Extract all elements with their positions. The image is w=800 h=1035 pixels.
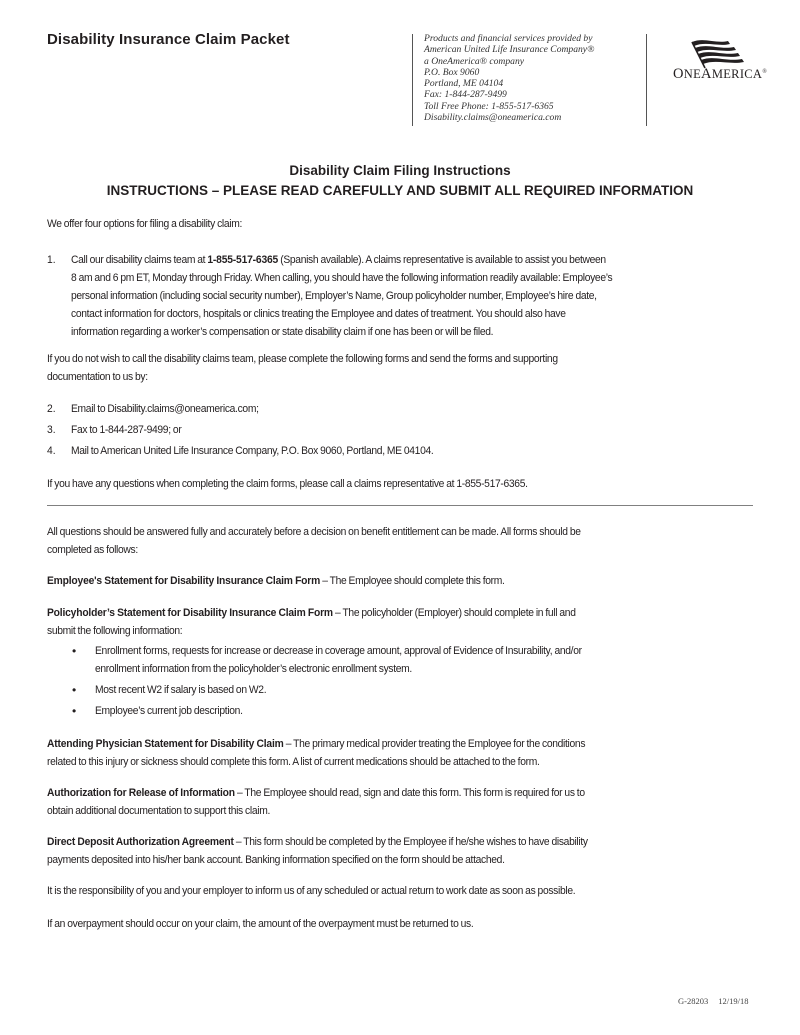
option-number: 3. <box>47 424 56 436</box>
instructions-banner: INSTRUCTIONS – PLEASE READ CAREFULLY AND SUBMIT ALL REQUIRED INFORMATION <box>106 183 694 198</box>
header-divider-right <box>646 34 647 126</box>
bullet-item-w2: Most recent W2 if salary is based on W2. <box>95 684 267 696</box>
option-number: 4. <box>47 445 56 457</box>
address-line: a OneAmerica® company <box>424 55 524 67</box>
authorization-release-form-item: Authorization for Release of Information – The Employee should read, sign and date this form. This form is required for us to obtain additional documentation to support this claim. <box>47 787 585 817</box>
form-title: Attending Physician Statement for Disability Claim <box>47 738 284 750</box>
option-1-line: personal information (including social security number), Employer’s Name, Group policyholder number, Employee’s hire date, <box>71 290 597 302</box>
option-1-line: 8 am and 6 pm ET, Monday through Friday. When calling, you should have the following information readily available: Employee’s <box>71 272 613 284</box>
return-to-work-paragraph: It is the responsibility of you and your employer to inform us of any scheduled or actual return to work date as soon as possible. <box>47 885 576 897</box>
option-1-line: Call our disability claims team at 1-855-517-6365 (Spanish available). A claims representative is available to assist you between <box>71 254 606 266</box>
overpayment-paragraph: If an overpayment should occur on your claim, the amount of the overpayment must be returned to us. <box>47 918 474 930</box>
email-line: Disability.claims@oneamerica.com <box>424 112 562 124</box>
company-address-block <box>424 33 594 123</box>
packet-title: Disability Insurance Claim Packet <box>47 31 290 48</box>
oneamerica-logo <box>672 38 777 88</box>
address-line: American United Life Insurance Company® <box>424 44 595 56</box>
option-email: Email to Disability.claims@oneamerica.com; <box>71 403 259 415</box>
bullet-icon: • <box>72 644 77 658</box>
option-1-call <box>71 251 612 341</box>
option-1-line: contact information for doctors, hospitals or clinics treating the Employee and dates of treatment. You should also have <box>71 308 566 320</box>
direct-deposit-form-item: Direct Deposit Authorization Agreement – This form should be completed by the Employee if he/she wishes to have disability payments deposited into his/her bank account. Banking information specified on the form should be attached. <box>47 836 588 866</box>
form-title: Employee's Statement for Disability Insurance Claim Form <box>47 575 321 587</box>
option-mail: Mail to American United Life Insurance Company, P.O. Box 9060, Portland, ME 04104. <box>71 445 434 457</box>
form-title: Authorization for Release of Information <box>47 787 235 799</box>
no-call-paragraph: If you do not wish to call the disability claims team, please complete the following forms and send the forms and supporting documentation to us by: <box>47 353 558 383</box>
fax-line: Fax: 1-844-287-9499 <box>424 89 507 101</box>
phone-line: Toll Free Phone: 1-855-517-6365 <box>424 100 554 112</box>
address-line: P.O. Box 9060 <box>424 66 480 78</box>
form-code-footer <box>678 996 748 1006</box>
questions-paragraph: If you have any questions when completing the claim forms, please call a claims representative at 1-855-517-6365. <box>47 478 528 490</box>
bullet-item-enrollment: Enrollment forms, requests for increase or decrease in coverage amount, approval of Evidence of Insurability, and/or enrollment information from the policyholder’s electronic enrollment system. <box>95 645 582 675</box>
form-code: G-28203 <box>678 996 709 1006</box>
all-questions-paragraph: All questions should be answered fully and accurately before a decision on benefit entitlement can be made. All forms should be completed as follows: <box>47 526 581 556</box>
form-date: 12/19/18 <box>718 996 749 1006</box>
policyholder-statement-form-item: Policyholder’s Statement for Disability Insurance Claim Form – The policyholder (Employer) should complete in full and submit the following information: <box>47 607 576 637</box>
logo-wordmark: ONEAMERICA® <box>673 66 768 82</box>
claims-phone-number: 1-855-517-6365 <box>207 254 279 266</box>
section-divider <box>47 505 753 506</box>
physician-statement-form-item: Attending Physician Statement for Disability Claim – The primary medical provider treating the Employee for the conditions related to this injury or sickness should complete this form. A list of current medications should be attached to the form. <box>47 738 586 768</box>
bullet-icon: • <box>72 683 77 697</box>
bullet-item-job-description: Employee’s current job description. <box>95 705 243 717</box>
option-number: 2. <box>47 403 56 415</box>
option-fax: Fax to 1-844-287-9499; or <box>71 424 182 436</box>
bullet-icon: • <box>72 704 77 718</box>
form-title: Policyholder’s Statement for Disability Insurance Claim Form <box>47 607 333 619</box>
option-number: 1. <box>47 254 56 266</box>
address-line: Portland, ME 04104 <box>424 78 504 90</box>
employee-statement-form-item: Employee's Statement for Disability Insurance Claim Form – The Employee should complete this form. <box>47 575 505 587</box>
filing-instructions-heading: Disability Claim Filing Instructions <box>289 163 511 178</box>
address-line: Products and financial services provided by <box>424 33 593 44</box>
intro-text: We offer four options for filing a disability claim: <box>47 218 243 230</box>
form-title: Direct Deposit Authorization Agreement <box>47 836 234 848</box>
option-1-line: information regarding a worker’s compensation or state disability claim if one has been or will be filed. <box>71 326 494 338</box>
header-divider-left <box>412 34 413 126</box>
